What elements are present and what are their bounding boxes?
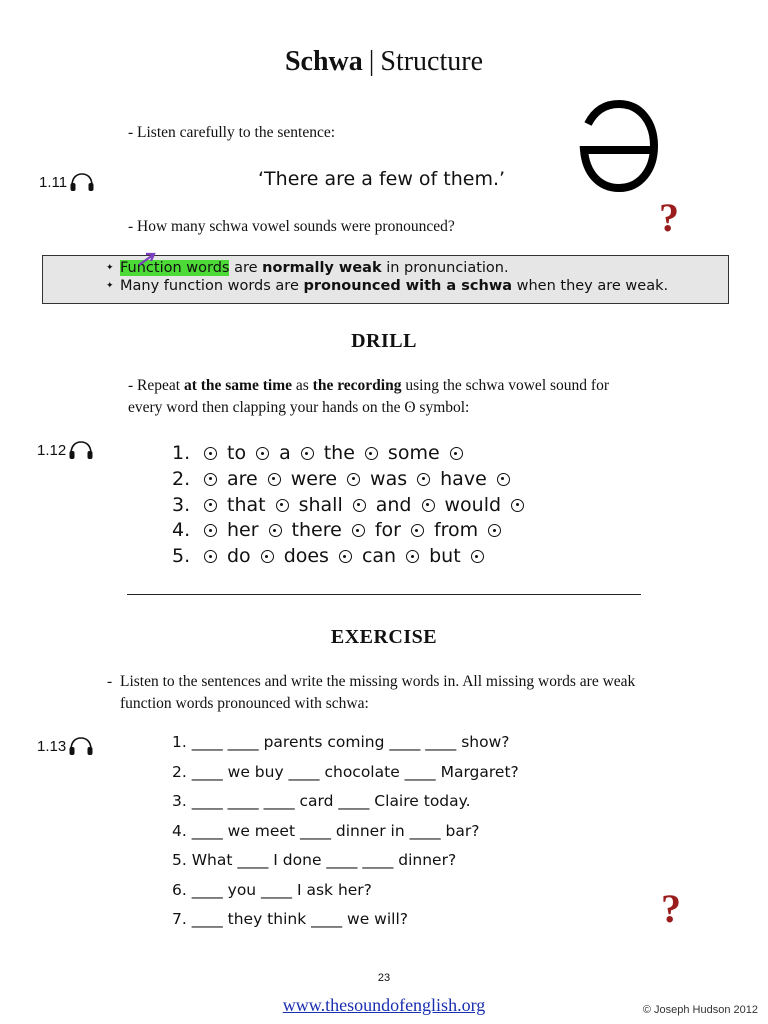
drill-word: would bbox=[444, 493, 502, 516]
page-number: 23 bbox=[377, 972, 391, 984]
title-bold: Schwa bbox=[284, 46, 363, 77]
drill-row bbox=[172, 467, 533, 493]
drill-row-number: 4. bbox=[172, 519, 191, 542]
section-divider bbox=[127, 594, 641, 595]
clap-symbol-icon bbox=[352, 524, 365, 537]
drill-word: and bbox=[375, 493, 412, 516]
drill-word: for bbox=[374, 519, 401, 542]
drill-row-number: 1. bbox=[172, 442, 191, 464]
rule-bold-text: normally weak bbox=[262, 260, 382, 276]
drill-heading: DRILL bbox=[351, 330, 417, 352]
clap-symbol-icon bbox=[353, 499, 366, 512]
exercise-item: 7. ____ they think ____ we will? bbox=[172, 910, 409, 928]
clap-symbol-icon bbox=[261, 550, 274, 563]
drill-word: was bbox=[370, 467, 408, 490]
drill-row-number: 2. bbox=[172, 467, 191, 490]
exercise-item: 4. ____ we meet ____ dinner in ____ bar? bbox=[172, 822, 480, 840]
clap-symbol-icon bbox=[411, 524, 424, 537]
drill-word: do bbox=[227, 545, 251, 568]
clap-symbol-icon bbox=[204, 447, 217, 460]
clap-symbol-icon bbox=[204, 550, 217, 563]
clap-symbol-icon bbox=[268, 473, 281, 486]
drill-word: have bbox=[440, 467, 487, 490]
clap-symbol-icon bbox=[471, 550, 484, 563]
drill-word: were bbox=[290, 467, 338, 490]
drill-word: shall bbox=[298, 493, 343, 516]
drill-text: using the schwa vowel sound for bbox=[401, 377, 609, 394]
exercise-item: 6. ____ you ____ I ask her? bbox=[172, 881, 372, 899]
drill-word: are bbox=[227, 467, 258, 490]
drill-word: does bbox=[283, 545, 329, 568]
highlighted-term: Function words bbox=[120, 260, 230, 276]
bullet-icon: ✦ bbox=[106, 281, 114, 291]
rule-text: Many function words are bbox=[120, 278, 304, 294]
headphones-icon[interactable] bbox=[68, 736, 94, 756]
track-label-1-13 bbox=[37, 736, 94, 756]
drill-word: from bbox=[433, 519, 479, 542]
clap-symbol-icon bbox=[406, 550, 419, 563]
clap-symbol-icon bbox=[276, 499, 289, 512]
drill-text: as bbox=[291, 377, 313, 394]
drill-instruction-line-1 bbox=[128, 375, 609, 397]
drill-word: that bbox=[227, 493, 266, 516]
clap-symbol-icon bbox=[256, 447, 269, 460]
website-link[interactable]: www.thesoundofenglish.org bbox=[282, 995, 486, 1015]
exercise-dash: - bbox=[107, 673, 113, 690]
drill-word: to bbox=[227, 442, 247, 464]
title-separator: | bbox=[368, 46, 375, 77]
bullet-icon: ✦ bbox=[106, 263, 114, 273]
clap-symbol-icon bbox=[204, 499, 217, 512]
exercise-instruction-line-1: Listen to the sentences and write the missing words in. All missing words are weak bbox=[120, 673, 636, 690]
exercise-item: 2. ____ we buy ____ chocolate ____ Margaret? bbox=[172, 763, 519, 781]
rule-text: in pronunciation. bbox=[381, 260, 509, 276]
title-rest: Structure bbox=[380, 46, 484, 77]
drill-bold-text: at the same time bbox=[183, 377, 292, 394]
clap-symbol-icon bbox=[488, 524, 501, 537]
drill-row bbox=[172, 518, 533, 544]
clap-symbol-icon bbox=[450, 447, 463, 460]
track-label-1-12 bbox=[37, 440, 94, 460]
track-number: 1.13 bbox=[37, 737, 67, 755]
rule-bold-text: pronounced with a schwa bbox=[303, 278, 512, 294]
clap-symbol-icon bbox=[339, 550, 352, 563]
page-title bbox=[0, 46, 768, 78]
annotation-arrow-icon bbox=[138, 252, 156, 266]
clap-symbol-icon bbox=[269, 524, 282, 537]
clap-symbol-icon bbox=[511, 499, 524, 512]
exercise-item: 1. ____ ____ parents coming ____ ____ show? bbox=[172, 733, 510, 751]
drill-row-number: 5. bbox=[172, 545, 191, 568]
drill-word: the bbox=[323, 442, 355, 464]
drill-row bbox=[172, 493, 533, 519]
exercise-instruction-line-2: function words pronounced with schwa: bbox=[120, 695, 369, 712]
clap-symbol-icon bbox=[497, 473, 510, 486]
clap-symbol-icon bbox=[422, 499, 435, 512]
drill-word: some bbox=[387, 442, 440, 464]
example-sentence: ‘There are a few of them.’ bbox=[258, 168, 506, 190]
drill-row-number: 3. bbox=[172, 493, 191, 516]
drill-word: her bbox=[227, 519, 259, 542]
question-mark-icon: ? bbox=[659, 195, 679, 240]
track-label-1-11 bbox=[39, 172, 95, 192]
track-number: 1.12 bbox=[37, 441, 67, 459]
clap-symbol-icon bbox=[365, 447, 378, 460]
exercise-heading: EXERCISE bbox=[330, 626, 438, 648]
rule-text: are bbox=[229, 260, 263, 276]
clap-symbol-icon bbox=[204, 524, 217, 537]
question-mark-icon: ? bbox=[661, 886, 681, 931]
drill-word: a bbox=[279, 442, 291, 464]
drill-list bbox=[172, 441, 533, 570]
drill-row bbox=[172, 441, 533, 467]
listen-instruction: - Listen carefully to the sentence: bbox=[128, 124, 336, 141]
drill-text: - Repeat bbox=[128, 377, 184, 394]
copyright: © Joseph Hudson 2012 bbox=[642, 1004, 758, 1016]
track-number: 1.11 bbox=[39, 173, 68, 191]
exercise-item: 3. ____ ____ ____ card ____ Claire today. bbox=[172, 792, 471, 810]
clap-symbol-icon bbox=[417, 473, 430, 486]
headphones-icon[interactable] bbox=[68, 440, 94, 460]
clap-symbol-icon bbox=[301, 447, 314, 460]
drill-word: there bbox=[291, 519, 342, 542]
schwa-count-question: - How many schwa vowel sounds were pronounced? bbox=[128, 218, 455, 235]
drill-bold-text: the recording bbox=[312, 377, 402, 394]
exercise-item: 5. What ____ I done ____ ____ dinner? bbox=[172, 851, 457, 869]
drill-row bbox=[172, 544, 533, 570]
drill-word: but bbox=[429, 545, 461, 568]
rule-text: when they are weak. bbox=[512, 278, 669, 294]
drill-instruction-line-2: every word then clapping your hands on the ʘ symbol: bbox=[128, 399, 470, 416]
schwa-symbol-icon bbox=[578, 98, 660, 194]
clap-symbol-icon bbox=[204, 473, 217, 486]
rule-line-1 bbox=[106, 260, 509, 276]
clap-symbol-icon bbox=[347, 473, 360, 486]
drill-word: can bbox=[361, 545, 397, 568]
headphones-icon[interactable] bbox=[69, 172, 95, 192]
rule-line-2 bbox=[106, 278, 669, 294]
